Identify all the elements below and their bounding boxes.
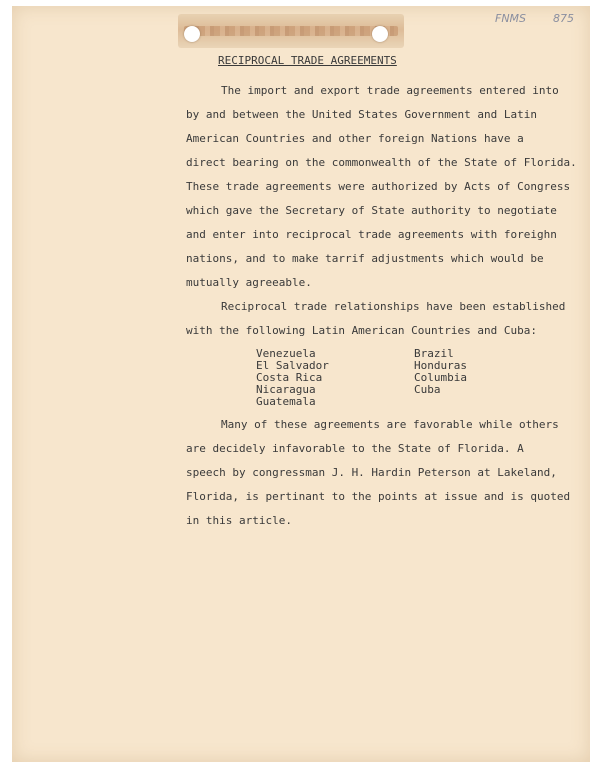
country-list-item: Brazil — [414, 347, 454, 360]
paragraph-line: which gave the Secretary of State authority to negotiate — [186, 204, 557, 217]
paragraph-line: These trade agreements were authorized by Acts of Congress — [186, 180, 571, 193]
paragraph-line: with the following Latin American Countries and Cuba: — [186, 324, 537, 337]
country-list-item: Guatemala — [256, 395, 316, 408]
country-list-item: Costa Rica — [256, 371, 323, 384]
country-list-item: Cuba — [414, 383, 441, 396]
paragraph-line: in this article. — [186, 514, 292, 527]
paragraph-line: direct bearing on the commonwealth of the State of Florida. — [186, 156, 577, 169]
paragraph-line: American Countries and other foreign Nations have a — [186, 132, 524, 145]
document-page — [12, 6, 590, 762]
country-list-item: Nicaragua — [256, 383, 316, 396]
document-title: RECIPROCAL TRADE AGREEMENTS — [218, 54, 397, 67]
archive-code: FNMS — [495, 12, 527, 25]
paragraph-line: by and between the United States Government and Latin — [186, 108, 537, 121]
country-list-item: El Salvador — [256, 359, 329, 372]
punch-hole-icon — [372, 26, 388, 42]
paragraph-line: nations, and to make tarrif adjustments which would be — [186, 252, 544, 265]
archive-page-number: 875 — [553, 12, 574, 25]
paragraph-line: are decidely infavorable to the State of Florida. A — [186, 442, 524, 455]
paragraph-line: mutually agreeable. — [186, 276, 312, 289]
paragraph-line: The import and export trade agreements entered into — [221, 84, 559, 97]
country-list-item: Honduras — [414, 359, 467, 372]
paper-clip-stain — [178, 14, 404, 48]
paragraph-line: speech by congressman J. H. Hardin Peterson at Lakeland, — [186, 466, 557, 479]
paragraph-line: Reciprocal trade relationships have been established — [221, 300, 566, 313]
country-list-item: Columbia — [414, 371, 467, 384]
paragraph-line: Florida, is pertinant to the points at issue and is quoted — [186, 490, 571, 503]
country-list-item: Venezuela — [256, 347, 316, 360]
paragraph-line: Many of these agreements are favorable while others — [221, 418, 559, 431]
paragraph-line: and enter into reciprocal trade agreements with foreighn — [186, 228, 557, 241]
punch-hole-icon — [184, 26, 200, 42]
